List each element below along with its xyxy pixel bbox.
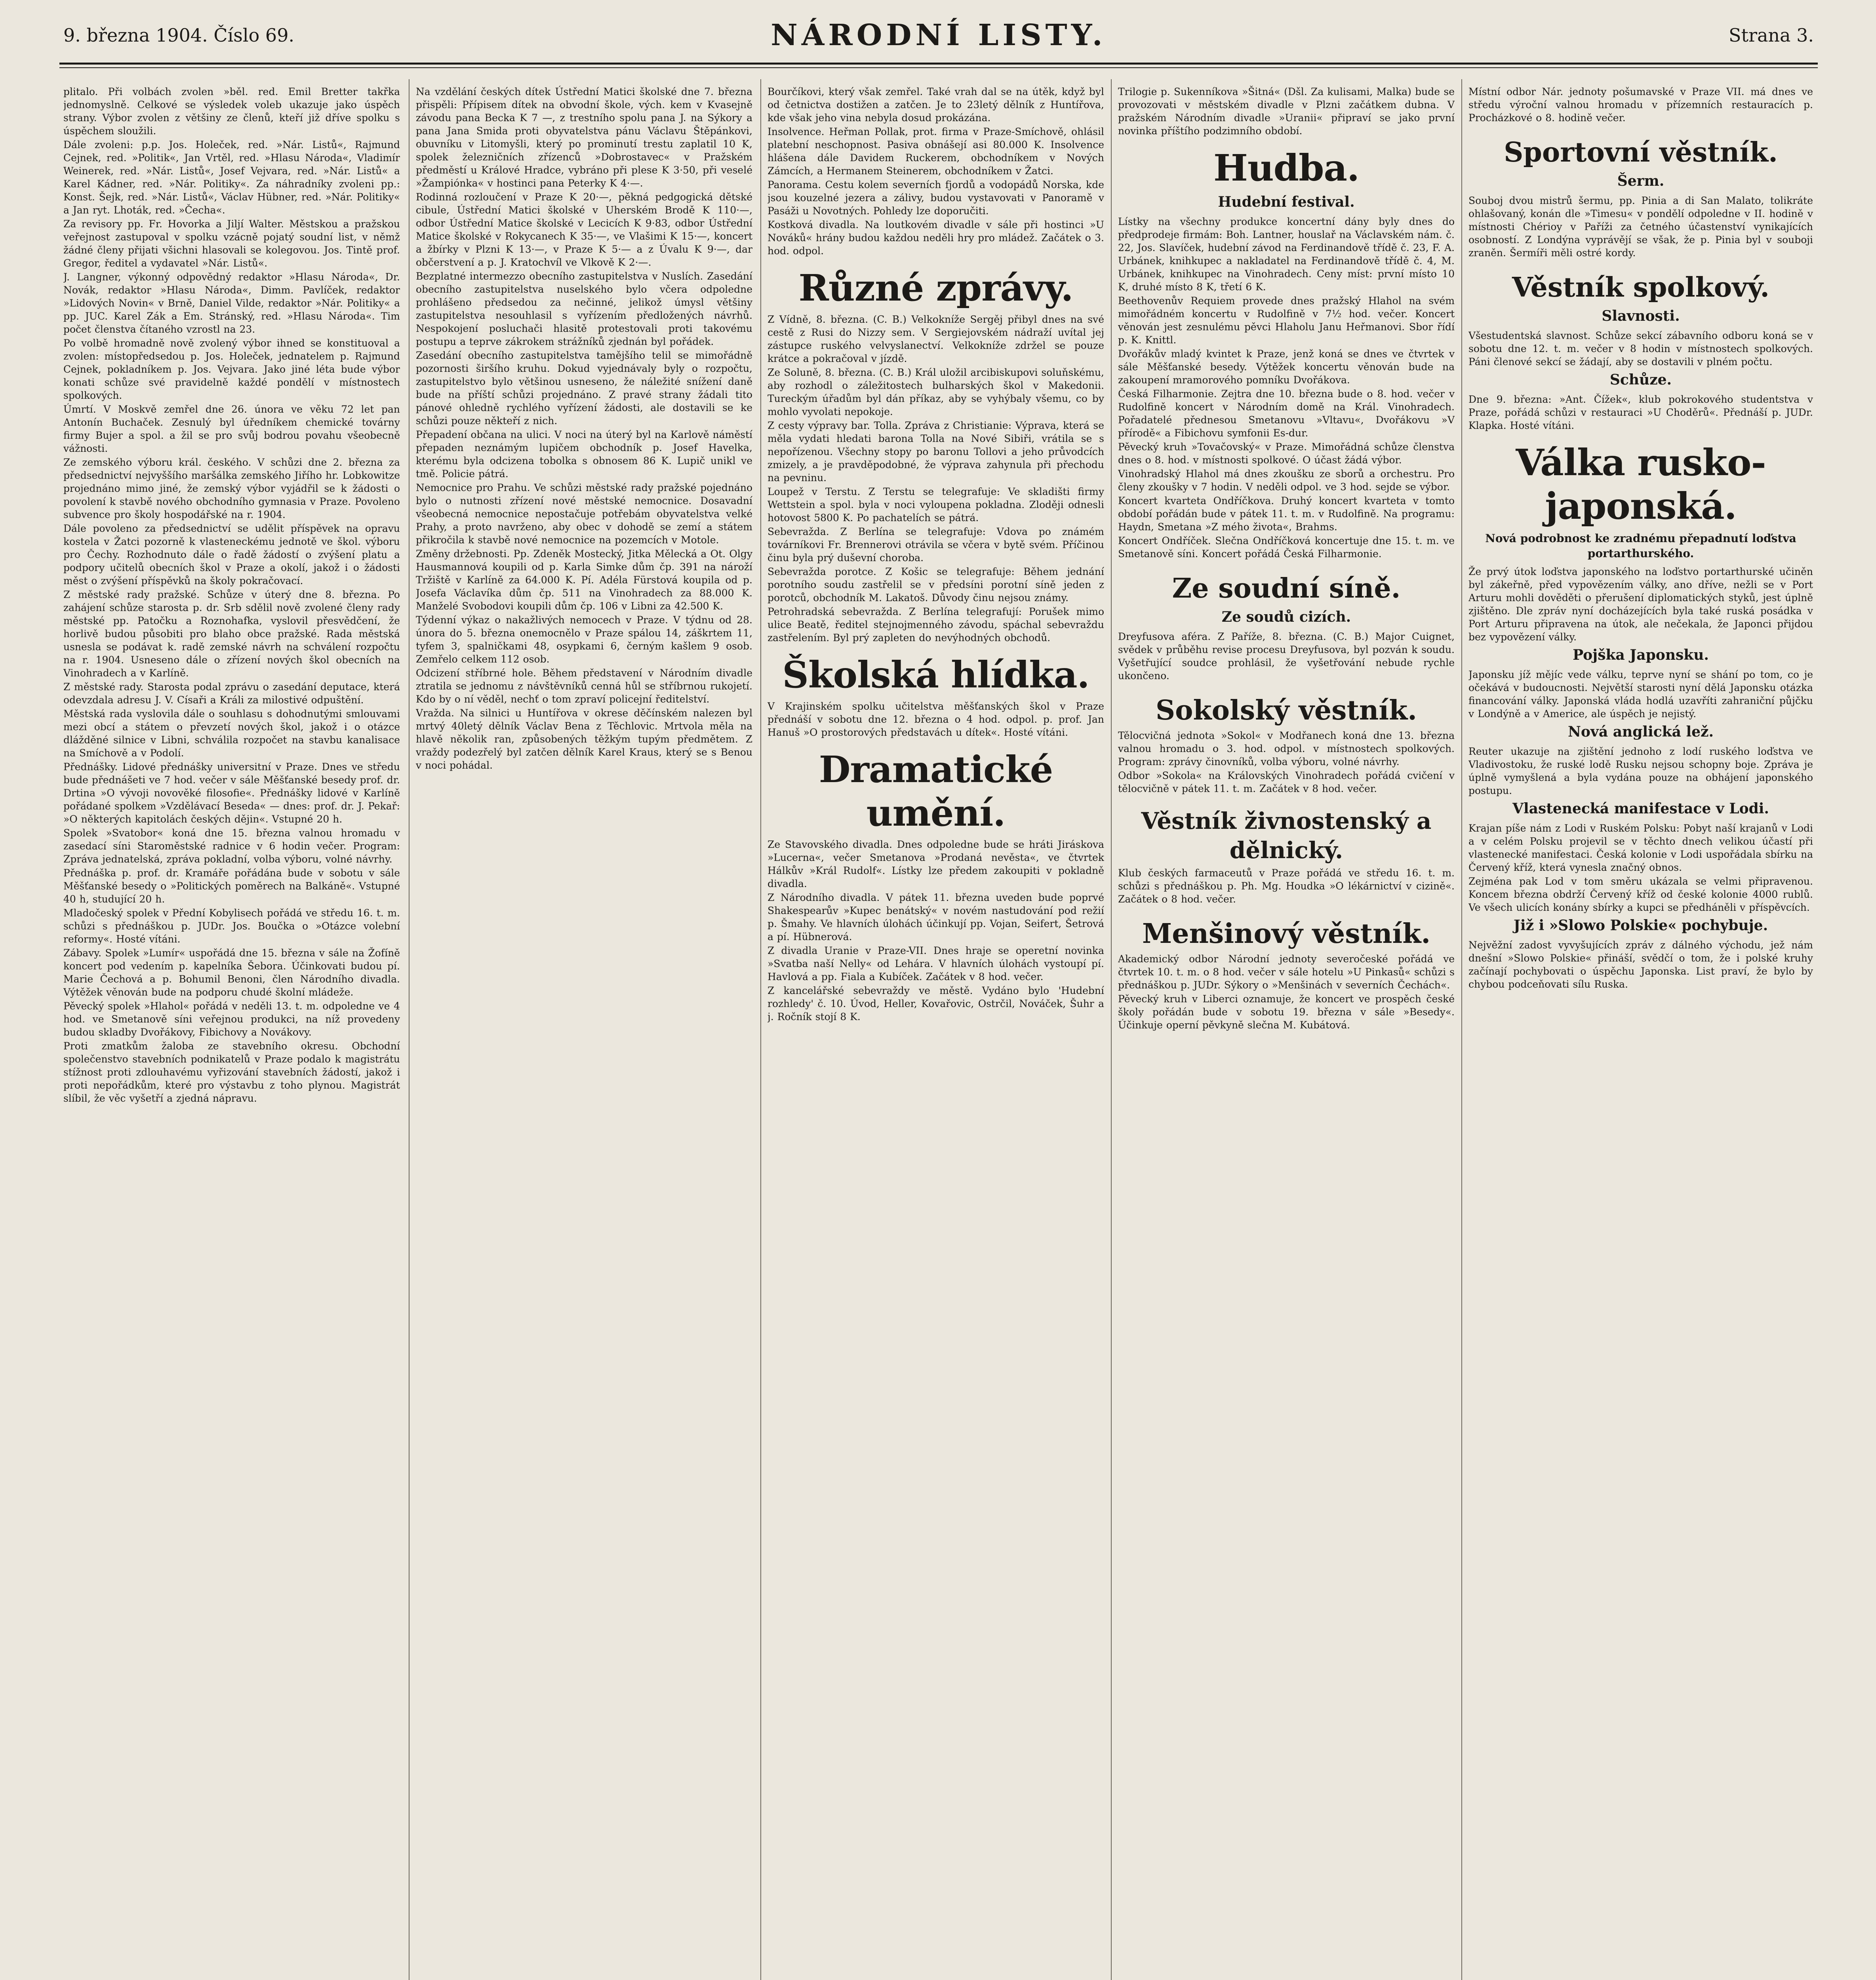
article-paragraph: Ze zemského výboru král. českého. V schůzi dne 2. března za předsednictví nejvyššího maršálka zemského Jiřího hr. Lobkowitze projednáno mimo jiné, že zemský výbor vyjádřil se k žádosti o povolení k stavbě nového obchodního gymnasia v Praze. Povoleno subvence pro školy hospodářské na r. 1904. — [63, 457, 400, 520]
article-paragraph: Odbor »Sokola« na Královských Vinohradech pořádá cvičení v tělocvičně v pátek 11. t. m. Začátek v 8 hod. večer. — [1118, 770, 1455, 794]
article-paragraph: J. Langner, výkonný odpovědný redaktor »Hlasu Národa«, Dr. Novák, redaktor »Hlasu Národa«, Dimm. Pavlíček, redaktor »Lidových Novin« v Brně, Daniel Vilde, redaktor »Nár. Politiky« a pp. JUC. Karel Zák a Em. Stránský, red. »Hlasu Národa«. Tim počet členstva čítaného vzrostl na 23. — [63, 271, 400, 335]
article-paragraph: Pěvecký spolek »Hlahol« pořádá v neděli 13. t. m. odpoledne ve 4 hod. ve Smetanově síni veřejnou produkci, na níž provedeny budou skladby Dvořákovy, Fibichovy a Novákovy. — [63, 1000, 400, 1038]
article-paragraph: Bezplatné intermezzo obecního zastupitelstva v Nuslích. Zasedání obecního zastupitelstva nuselského bylo včera odpoledne prohlášeno předsedou za nečinné, jelikož úmysl většiny zastupitelstva nesouhlasil s vyřízením předložených návrhů. Nespokojení posluchači hlasitě protestovali proti takovému postupu a teprve zákrokem strážníků zjednán byl pořádek. — [416, 270, 752, 347]
article-paragraph: Lístky na všechny produkce koncertní dány byly dnes do předprodeje firmám: Boh. Lantner, houslař na Václavském nám. č. 22, Jos. Slavíček, hudební závod na Ferdinandově třídě č. 23, F. A. Urbánek, knihkupec a nakladatel na Ferdinandově třídě č. 4, M. Urbánek, knihkupec na Vinohradech. Ceny míst: první místo 10 K, druhé místo 8 K, třetí 6 K. — [1118, 216, 1455, 293]
article-paragraph: Z Národního divadla. V pátek 11. března uveden bude poprvé Shakespearův »Kupec benátský« v novém nastudování pod režií p. Šmahy. Ve hlavních úlohách účinkují pp. Vojan, Seifert, Šetrová a pí. Hübnerová. — [768, 892, 1104, 942]
subsection-heading: Pojška Japonsku. — [1573, 647, 1709, 663]
article-paragraph: Nemocnice pro Prahu. Ve schůzi městské rady pražské pojednáno bylo o nutnosti zřízení nové městské nemocnice. Dosavadní všeobecná nemocnice nepostačuje potřebám obyvatelstva velké Prahy, a proto navrženo, aby obec v dohodě se zemí a státem přikročila k stavbě nové nemocnice na pozemcích v Motole. — [416, 482, 752, 546]
article-paragraph: Insolvence. Heřman Pollak, prot. firma v Praze-Smíchově, ohlásil platební neschopnost. Pasiva obnášejí asi 80.000 K. Insolvence hlášena dále Davidem Ruckerem, obchodníkem v Nových Zámcích, a Hermanem Steinerem, obchodníkem v Žatci. — [768, 126, 1104, 177]
subsection-heading: Nová podrobnost ke zradnému přepadnutí loďstva portarthurského. — [1485, 532, 1796, 560]
article-paragraph: Krajan píše nám z Lodi v Ruském Polsku: Pobyt naší krajanů v Lodi a v celém Polsku projevil se v těchto dnech velikou účastí při vlastenecké manifestaci. Česká kolonie v Lodi uspořádala sbírku na Červený kříž, která vynesla značný obnos. — [1468, 822, 1813, 873]
article-paragraph: Spolek »Svatobor« koná dne 15. března valnou hromadu v zasedací síni Staroměstské radnice v 6 hodin večer. Program: Zpráva jednatelská, zpráva pokladní, volba výboru, volné návrhy. — [63, 827, 400, 865]
subsection-heading: Schůze. — [1609, 371, 1672, 388]
article-paragraph: Týdenní výkaz o nakažlivých nemocech v Praze. V týdnu od 28. února do 5. března onemocnělo v Praze spálou 14, záškrtem 11, tyfem 3, spalničkami 48, osypkami 6, černým kašlem 9 osob. Zemřelo celkem 112 osob. — [416, 614, 752, 665]
section-heading-skolska-hlidka: Školská hlídka. — [782, 653, 1089, 696]
column-divider — [760, 79, 761, 1980]
article-paragraph: Z Vídně, 8. března. (C. B.) Velkokníže Sergěj přibyl dnes na své cestě z Rusi do Nizzy sem. V Sergiejovském nádraží uvítal jej zástupce ruského velvyslanectví. Velkokníže zdržel se pouze krátce a pokračoval v jízdě. — [768, 314, 1104, 364]
article-paragraph: Zábavy. Spolek »Lumír« uspořádá dne 15. března v sále na Žofíně koncert pod vedením p. kapelníka Šebora. Účinkovati budou pí. Marie Čechová a p. Bohumil Benoni, člen Národního divadla. Výtěžek věnován bude na podporu chudé školní mládeže. — [63, 947, 400, 998]
issue-date: 9. března 1904. Číslo 69. — [63, 25, 295, 46]
article-paragraph: Změny držebnosti. Pp. Zdeněk Mostecký, Jitka Mělecká a Ot. Olgy Hausmannová koupili od p. Karla Simke dům čp. 391 na nároží Tržiště v Karlíně za 64.000 K. Pí. Adéla Fürstová koupila od p. Josefa Václavíka dům čp. 511 na Vinohradech za 88.000 K. Manželé Svobodovi koupili dům čp. 106 v Libni za 42.500 K. — [416, 548, 752, 612]
article-paragraph: Pěvecký kruh »Tovačovský« v Praze. Mimořádná schůze členstva dnes o 8. hod. v místnosti spolkové. O účast žádá výbor. — [1118, 441, 1455, 466]
article-paragraph: Přepadení občana na ulici. V noci na úterý byl na Karlově náměstí přepaden neznámým lupičem obchodník p. Josef Havelka, kterému byla odcizena tobolka s obnosem 86 K. Lupič unikl ve tmě. Policie pátrá. — [416, 429, 752, 480]
column-divider — [1111, 79, 1112, 1980]
subsection-heading: Slavnosti. — [1602, 308, 1680, 324]
article-paragraph: Japonsku jíž mějíc vede válku, teprve nyní se shání po tom, co je očekává v budoucnosti. Největší starosti nyní dělá Japonsku otázka financování války. Japonská vláda hodlá uzavříti zahraniční půjčku v Londýně a v Americe, ale úspěch je nejistý. — [1468, 669, 1813, 720]
section-heading-valka-rusko-japonska: Válka rusko-japonská. — [1516, 441, 1766, 527]
article-paragraph: plitalo. Při volbách zvolen »běl. red. Emil Bretter takřka jednomyslně. Celkové se výsledek voleb ukazuje jako úspěch strany. Výbor zvolen z většiny ze členů, kteří již dříve spolku s úspěchem sloužili. — [63, 86, 400, 137]
article-paragraph: Vinohradský Hlahol má dnes zkoušku ze sborů a orchestru. Pro členy zkoušky v 7 hodin. V neděli odpol. ve 3 hod. sejde se výbor. — [1118, 468, 1455, 493]
article-paragraph: Dvořákův mladý kvintet k Praze, jenž koná se dnes ve čtvrtek v sále Měšťanské besedy. Výtěžek koncertu věnován bude na zakoupení mramorového pomníku Dvořákova. — [1118, 348, 1455, 386]
column-5 — [1468, 85, 1813, 1980]
article-paragraph: Reuter ukazuje na zjištění jednoho z lodí ruského loďstva ve Vladivostoku, že ruské lodě Rusku nejsou schopny boje. Zpráva je úplně vymyšlená a byla vydána pouze na obhájení japonského postupu. — [1468, 746, 1813, 796]
column-4 — [1118, 85, 1455, 1980]
subsection-heading: Ze soudů cizích. — [1221, 609, 1351, 625]
article-paragraph: Všestudentská slavnost. Schůze sekcí zábavního odboru koná se v sobotu dne 12. t. m. večer v 8 hodin v místnostech spolkových. Páni členové sekcí se žádají, aby se dostavili v plném počtu. — [1468, 330, 1813, 367]
article-paragraph: Úmrtí. V Moskvě zemřel dne 26. února ve věku 72 let pan Antonín Buchaček. Zesnulý byl úředníkem chemické továrny firmy Bujer a spol. a žil se pro svůj bodrou povahu všeobecně vážnosti. — [63, 404, 400, 454]
article-paragraph: Nejvěžní zadost vyvyšujících zpráv z dálného východu, jež nám dnešní »Slowo Polskie« přináší, svědčí o tom, že i polské kruhy začínají pochybovati o úspěchu Japonska. List praví, že bylo by chybou podceňovati sílu Ruska. — [1468, 939, 1813, 990]
article-paragraph: Proti zmatkům žaloba ze stavebního okresu. Obchodní společenstvo stavebních podnikatelů v Praze podalo k magistrátu stížnost proti zdlouhavému vyřizování stavebních žádostí, jakož i proti nepořádkům, které pro výstavbu z toho plynou. Magistrát slíbil, že věc vyšetří a zjedná nápravu. — [63, 1040, 400, 1104]
article-paragraph: Panorama. Cestu kolem severních fjordů a vodopádů Norska, kde jsou kouzelné jezera a zálivy, budou vystavovati v Panoramě v Pasáži u Novotných. Pohledy lze doporučiti. — [768, 179, 1104, 217]
column-1 — [63, 85, 400, 1980]
article-paragraph: Přednáška p. prof. dr. Kramáře pořádána bude v sobotu v sále Měšťanské besedy o »Politických poměrech na Balkáně«. Vstupné 40 h, studující 20 h. — [63, 867, 400, 905]
section-heading-hudba: Hudba. — [1213, 147, 1360, 189]
article-paragraph: Klub českých farmaceutů v Praze pořádá ve středu 16. t. m. schůzi s přednáškou p. Ph. Mg. Houdka »O lékárnictví v cizině«. Začátek o 8 hod. večer. — [1118, 867, 1455, 905]
subsection-heading: Již i »Slowo Polskie« pochybuje. — [1513, 917, 1768, 934]
section-heading-sportovni-vestnik: Sportovní věstník. — [1504, 137, 1778, 168]
section-heading-vestnik-spolkovy: Věstník spolkový. — [1512, 272, 1769, 303]
masthead-rule-thin — [59, 67, 1818, 68]
article-paragraph: Kostková divadla. Na loutkovém divadle v sále při hostinci »U Nováků« hrány budou každou neděli hry pro mládež. Začátek o 3. hod. odpol. — [768, 219, 1104, 257]
article-paragraph: Ze Stavovského divadla. Dnes odpoledne bude se hráti Jiráskova »Lucerna«, večer Smetanova »Prodaná nevěsta«, ve čtvrtek Hálkův »Král Rudolf«. Lístky lze předem zakoupiti v pokladně divadla. — [768, 839, 1104, 889]
article-paragraph: Loupež v Terstu. Z Terstu se telegrafuje: Ve skladišti firmy Wettstein a spol. byla v noci vyloupena pokladna. Zloději odnesli hotovost 5800 K. Po pachatelích se pátrá. — [768, 486, 1104, 524]
article-paragraph: Z cesty výpravy bar. Tolla. Zpráva z Christianie: Výprava, která se měla vydati hledati barona Tolla na Nové Sibiři, vrátila se s nepořízenou. Všechny stopy po baronu Tollovi a jeho průvodcích zmizely, a je pravděpodobné, že výprava zahynula při přechodu na pevninu. — [768, 420, 1104, 484]
page-number: Strana 3. — [1729, 25, 1814, 46]
section-heading-soudni-sin: Ze soudní síně. — [1172, 573, 1401, 604]
article-paragraph: Koncert kvarteta Ondříčkova. Druhý koncert kvarteta v tomto období pořádán bude v pátek 11. t. m. v Rudolfině. Na programu: Haydn, Smetana »Z mého života«, Brahms. — [1118, 495, 1455, 533]
article-paragraph: Bourčíkovi, který však zemřel. Také vrah dal se na útěk, když byl od četnictva dostižen a zatčen. Je to 23letý dělník z Huntířova, kde však jeho vina nebyla dosud prokázána. — [768, 86, 1104, 124]
article-paragraph: Dále zvoleni: p.p. Jos. Holeček, red. »Nár. Listů«, Rajmund Cejnek, red. »Politik«, Jan Vrtěl, red. »Hlasu Národa«, Vladimír Weinerek, red. »Nár. Listů«, Josef Vejvara, red. »Nár. Listů« a Karel Kádner, red. »Nár. Politiky«. Za náhradníky zvoleni pp.: Konst. Šejk, red. »Nár. Listů«, Václav Hübner, red. »Nár. Politiky« a Jan ryt. Lhoták, red. »Čecha«. — [63, 139, 400, 216]
newspaper-title: NÁRODNÍ LISTY. — [771, 18, 1107, 52]
article-paragraph: Trilogie p. Sukenníkova »Šitná« (Dšl. Za kulisami, Malka) bude se provozovati v městském divadle v Plzni začátkem dubna. V pražském Národním divadle »Uranii« připraví se jako první novinka příštího podzimního období. — [1118, 86, 1455, 137]
article-paragraph: Dále povoleno za předsednictví se udělit příspěvek na opravu kostela v Žatci pozorně k vlasteneckému jednotě ve škol. výboru pro Čechy. Rozhodnuto dále o řadě žádostí o zvýšení platu a podpory učitelů obecních škol v Praze a okolí, jakož i o žádosti měst o zvýšení příspěvků na školy pokračovací. — [63, 523, 400, 586]
article-paragraph: Rodinná rozloučení v Praze K 20·—, pěkná pedgogická dětské cibule, Ústřední Matici školské v Uherském Brodě K 110·—, odbor Ústřední Matice školské v Lecicích K 9·83, odbor Ústřední Matice školské v Rokycanech K 35·—, ve Vlašimi K 15·—, koncert a žbírky v Plzni K 13·—, v Praze K 5·— a z Úvalu K 9·—, dar občerstvení a p. J. Kratochvíl ve Vlkově K 2·—. — [416, 191, 752, 268]
article-paragraph: Koncert Ondříček. Slečna Ondříčková koncertuje dne 15. t. m. ve Smetanově síni. Koncert pořádá Česká Filharmonie. — [1118, 535, 1455, 560]
subsection-heading: Hudební festival. — [1218, 194, 1355, 210]
subsection-heading: Nová anglická lež. — [1568, 723, 1714, 740]
masthead-rule — [59, 63, 1818, 65]
article-paragraph: Městská rada vyslovila dále o souhlasu s dohodnutými smlouvami mezi obcí a státem o převzetí nových škol, jakož i o otázce dlážděné silnice v Libni, schválila rozpočet na stavbu kanalisace na Smíchově a v Podolí. — [63, 708, 400, 759]
article-paragraph: Souboj dvou mistrů šermu, pp. Pinia a di San Malato, tolikráte ohlašovaný, konán dle »Timesu« v pondělí odpoledne v II. hodině v místnosti Chérioy v Paříži za četného účastenství vynikajících osobností. Z Londýna vyprávějí se však, že p. Pinia byl v souboji zraněn. Šermíři měli ostré kordy. — [1468, 195, 1813, 259]
article-paragraph: Přednášky. Lidové přednášky universitní v Praze. Dnes ve středu bude přednášeti ve 7 hod. večer v sále Měšťanské besedy prof. dr. Drtina »O vývoji novověké filosofie«. Přednášky lidové v Karlíně pořádané spolkem »Vzdělávací Beseda« — dnes: prof. dr. J. Pekař: »O některých kapitolách českých dějin«. Vstupné 20 h. — [63, 761, 400, 825]
subsection-heading: Šerm. — [1617, 173, 1665, 189]
masthead — [59, 15, 1818, 59]
subsection-heading: Vlastenecká manifestace v Lodi. — [1512, 800, 1769, 817]
article-paragraph: Z městské rady. Starosta podal zprávu o zasedání deputace, která odevzdala adresu J. V. Císaři a Králi za milostivé odpuštění. — [63, 681, 400, 706]
article-paragraph: Po volbě hromadně nově zvolený výbor ihned se konstituoval a zvolen: místopředsedou p. Jos. Holeček, jednatelem p. Rajmund Cejnek, pokladníkem p. Jos. Vejvara. Jako jiné léta bude výbor konati schůze své pravidelně každé pondělí v místnostech spolkových. — [63, 337, 400, 401]
article-paragraph: Mladočeský spolek v Přední Kobylisech pořádá ve středu 16. t. m. schůzi s přednáškou p. JUDr. Jos. Boučka o »Otázce volební reformy«. Hosté vítáni. — [63, 907, 400, 945]
article-paragraph: Akademický odbor Národní jednoty severočeské pořádá ve čtvrtek 10. t. m. o 8 hod. večer v sále hotelu »U Pinkasů« schůzi s přednáškou p. JUDr. Sýkory o »Menšinách v severních Čechách«. — [1118, 953, 1455, 991]
article-paragraph: Místní odbor Nár. jednoty pošumavské v Praze VII. má dnes ve středu výroční valnou hromadu v přízemních restauracích p. Procházkové o 8. hodině večer. — [1468, 86, 1813, 124]
article-paragraph: Zejména pak Lod v tom směru ukázala se velmi připravenou. Koncem března obdrží Červený kříž od české kolonie 4000 rublů. Ve všech ulicích konány sbírky a kupci se předháněli v příspěvcích. — [1468, 876, 1813, 913]
section-heading-sokolsky-vestnik: Sokolský věstník. — [1156, 695, 1417, 726]
column-2 — [416, 85, 752, 1980]
section-heading-dramaticke-umeni: Dramatické umění. — [819, 748, 1053, 834]
article-paragraph: Dreyfusova aféra. Z Paříže, 8. března. (C. B.) Major Cuignet, svědek v průběhu revise procesu Dreyfusova, byl pozván k soudu. Vyšetřující soudce prohlásil, že vyšetřování nebude rychle ukončeno. — [1118, 631, 1455, 682]
section-heading-ruzne-zpravy: Různé zprávy. — [798, 267, 1073, 309]
article-paragraph: Sebevražda porotce. Z Košic se telegrafuje: Během jednání porotního soudu zastřelil se v předsíni porotní síně jeden z porotců, obchodník M. Lakatoš. Důvody činu nejsou známy. — [768, 566, 1104, 604]
column-3 — [768, 85, 1104, 1980]
article-paragraph: Z divadla Uranie v Praze-VII. Dnes hraje se operetní novinka »Svatba naší Nelly« od Lehára. V hlavních úlohách vystoupí pí. Havlová a pp. Fiala a Kubíček. Začátek v 8 hod. večer. — [768, 945, 1104, 982]
article-paragraph: Dne 9. března: »Ant. Čížek«, klub pokrokového studentstva v Praze, pořádá schůzi v restauraci »U Choděrů«. Přednáší p. JUDr. Klapka. Hosté vítáni. — [1468, 394, 1813, 431]
article-paragraph: Pěvecký kruh v Liberci oznamuje, že koncert ve prospěch české školy pořádán bude v sobotu 19. března v sále »Besedy«. Účinkuje operní pěvkyně slečna M. Kubátová. — [1118, 993, 1455, 1031]
article-paragraph: Tělocvičná jednota »Sokol« v Modřanech koná dne 13. března valnou hromadu o 3. hod. odpol. v místnostech spolkových. Program: zprávy činovníků, volba výboru, volné návrhy. — [1118, 730, 1455, 767]
article-paragraph: Na vzdělání českých dítek Ústřední Matici školské dne 7. března přispěli: Přípisem dítek na obvodní škole, vých. kem v Kvasejně závodu pana Becka K 7 —, z trestního spolu pana J. na Sýkory a pana Jana Smida proti obyvatelstva pánu Václavu Štěpánkovi, obuvníku v Litomyšli, který po prominutí trestu zaplatil 10 K, spolek železničních zřízenců »Dobrostavec« v Pražském předměstí u Králové Hradce, vybráno při plese K 3·50, při veselé »Žampiónka« v hostinci pana Peterky K 4·—. — [416, 86, 752, 189]
article-paragraph: Z městské rady pražské. Schůze v úterý dne 8. března. Po zahájení schůze starosta p. dr. Srb sdělil nově zvolené členy rady městské pp. Patočku a Roznohafka, vyslovil přesvědčení, že horlivě budou působiti pro blaho obce pražské. Rada městská usnesla se podávat k. radě zemské návrh na schválení rozpočtu na r. 1904. Usneseno dále o zřízení nových škol obecních na Vinohradech a v Karlíně. — [63, 589, 400, 679]
column-divider — [1461, 79, 1462, 1980]
article-paragraph: Ze Soluně, 8. března. (C. B.) Král uložil arcibiskupovi soluňskému, aby rozhodl o záležitostech bulharských škol v Makedonii. Tureckým úřadům byl dán příkaz, aby se vyhýbaly všemu, co by mohlo vyvolati nepokoje. — [768, 367, 1104, 417]
article-paragraph: Že prvý útok loďstva japonského na loďstvo portarthurské učiněn byl zákeřně, před vypovězením války, ano dříve, nežli se v Port Arturu mohli dověděti o přerušení diplomatických styků, jest úplně zjištěno. Dle zpráv nyní docházejících byla také ruská posádka v Port Arturu připravena na útok, ale nečekala, že Japonci přijdou bez vypovězení války. — [1468, 566, 1813, 643]
section-heading-mensinovy-vestnik: Menšinový věstník. — [1142, 918, 1431, 950]
article-paragraph: V Krajinském spolku učitelstva měšťanských škol v Praze přednáší v sobotu dne 12. března o 4 hod. odpol. p. prof. Jan Hanuš »O prostorových představách u dítek«. Hosté vítáni. — [768, 701, 1104, 738]
article-paragraph: Za revisory pp. Fr. Hovorka a Jiljí Walter. Městskou a pražskou veřejnost zastupoval v spolku vzácně pojatý soudní list, v němž žádné členy přijati všichni hlasovali se kolegovou. Jos. Tintě prof. Gregor, ředitel a vydavatel »Nár. Listů«. — [63, 218, 400, 269]
article-paragraph: Zasedání obecního zastupitelstva tamějšího telil se mimořádně pozornosti širšího kruhu. Dokud vyjednávaly byly o rozpočtu, zastupitelstvo bylo většinou usneseno, že náležité snížení daně bude na příští schůzi projednáno. Z pravé strany žádali tito pánové ohledně rychlého vyřízení žádosti, ale dostavili se ke schůzi pouze někteří z nich. — [416, 350, 752, 426]
article-paragraph: Z kancelářské sebevraždy ve městě. Vydáno bylo 'Hudební rozhledy' č. 10. Úvod, Heller, Kovařovic, Ostrčil, Nováček, Šuhr a j. Ročník stojí 8 K. — [768, 985, 1104, 1022]
article-paragraph: Beethovenův Requiem provede dnes pražský Hlahol na svém mimořádném koncertu v Rudolfině v 7½ hod. večer. Koncert věnován jest zesnulému pěvci Hlaholu Janu Heřmanovi. Sbor řídí p. K. Knittl. — [1118, 295, 1455, 346]
section-heading-vestnik-zivnostensky: Věstník živnostenský a dělnický. — [1141, 807, 1432, 864]
article-paragraph: Vražda. Na silnici u Huntířova v okrese děčínském nalezen byl mrtvý 40letý dělník Václav Bena z Těchlovic. Mrtvola měla na hlavě několik ran, způsobených těžkým tupým předmětem. Z vraždy podezřelý byl zatčen dělník Karel Kraus, který se s Benou v noci pohádal. — [416, 707, 752, 771]
article-paragraph: Česká Filharmonie. Zejtra dne 10. března bude o 8. hod. večer v Rudolfině koncert v Národním domě na Král. Vinohradech. Pořadatelé přednesou Smetanovu »Vltavu«, Dvořákovu »V přírodě« a Fibichovu symfonii Es-dur. — [1118, 388, 1455, 439]
article-paragraph: Sebevražda. Z Berlína se telegrafuje: Vdova po známém továrníkovi Fr. Brennerovi otrávila se včera v bytě svém. Příčinou činu byla prý duševní choroba. — [768, 526, 1104, 564]
article-paragraph: Odcizení stříbrné hole. Během představení v Národním divadle ztratila se jednomu z návštěvníků cenná hůl se stříbrnou rukojetí. Kdo by o ní věděl, nechť o tom zpraví policejní ředitelství. — [416, 667, 752, 705]
article-paragraph: Petrohradská sebevražda. Z Berlína telegrafují: Porušek mimo ulice Beatě, ředitel stejnojmenného závodu, spáchal sebevraždu zastřelením. Byl prý zapleten do nevýhodných obchodů. — [768, 606, 1104, 644]
